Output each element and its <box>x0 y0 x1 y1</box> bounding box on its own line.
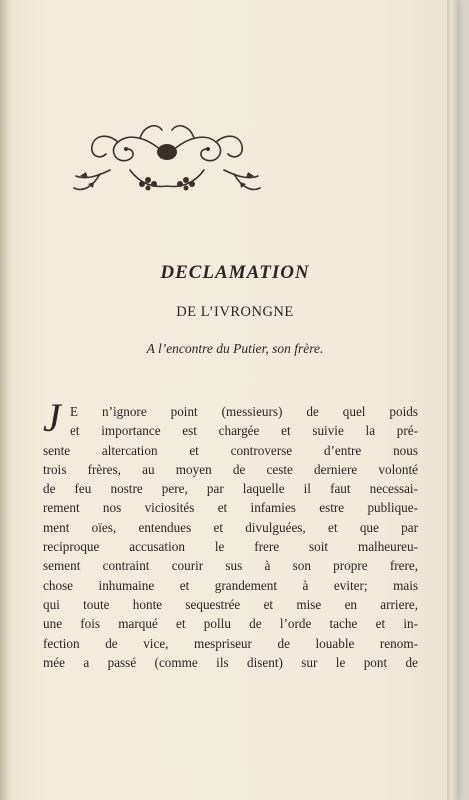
text-line: trois frères, au moyen de ceste derniere volonté <box>43 461 418 477</box>
text-line: rement nos viciosités et infamies estre publique- <box>43 500 418 516</box>
text-line: chose inhumaine et grandement à eviter; mais <box>43 577 418 593</box>
drop-capital: J <box>43 395 61 440</box>
chapter-subtitle: DE L’IVRONGNE <box>176 304 294 320</box>
text-line: ment oïes, entendues et divulguées, et que par <box>43 519 418 535</box>
text-line: sente altercation et controverse d’entre nous <box>43 442 418 458</box>
text-line: fection de vice, mespriseur de louable renom- <box>43 635 418 651</box>
text-line: et importance est chargée et suivie la pré- <box>70 423 418 439</box>
floral-headpiece-icon <box>70 118 264 210</box>
chapter-dedication: A l’encontre du Putier, son frère. <box>146 341 324 356</box>
page-edge <box>447 0 458 800</box>
book-page <box>12 0 458 800</box>
text-line: qui toute honte sequestrée et mise en arriere, <box>43 596 418 612</box>
text-line: E n’ignore point (messieurs) de quel poids <box>70 404 418 419</box>
text-line: de feu nostre pere, par laquelle il faut necessai- <box>43 481 418 497</box>
chapter-title: DECLAMATION <box>160 262 310 283</box>
body-text <box>43 402 418 672</box>
text-line: reciproque accusation le frere soit malheureu- <box>43 539 418 555</box>
text-line: mée a passé (comme ils disent) sur le pont de <box>43 654 418 670</box>
text-line: une fois marqué et pollu de l’orde tache et in- <box>43 616 418 632</box>
text-line: sement contraint courir sus à son propre frere, <box>43 558 418 574</box>
